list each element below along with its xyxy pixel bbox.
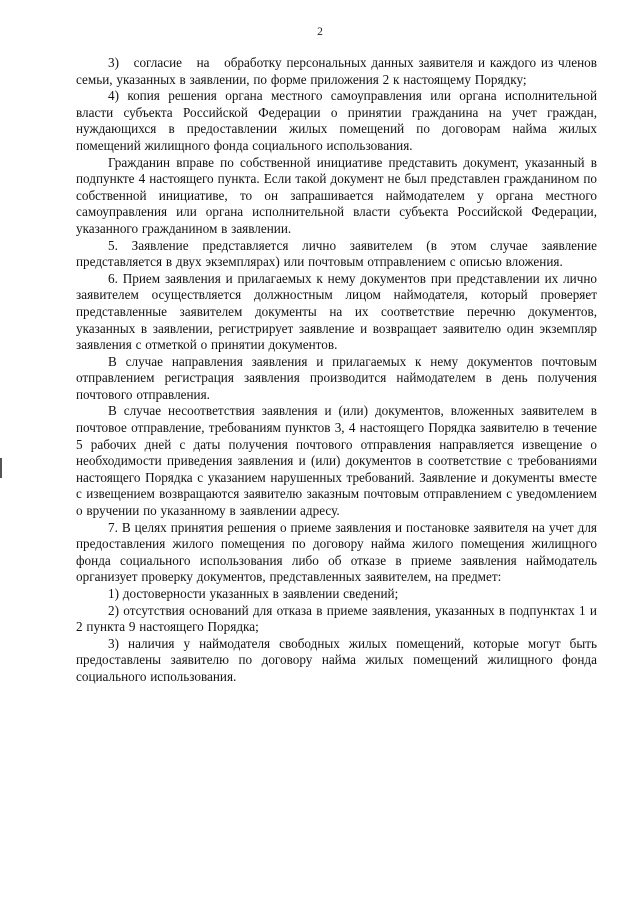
document-body <box>76 55 597 686</box>
paragraph-item-6: 6. Прием заявления и прилагаемых к нему документов при представлении их лично заявителем осуществляется должностным лицом наймодателя, который проверяет представленные заявителем документы на их соответствие перечню документов, указанных в заявлении, регистрирует заявление и возвращает заявителю один экземпляр заявления с отметкой о принятии документов. <box>76 270 597 353</box>
scan-edge-mark <box>0 458 2 478</box>
paragraph-consent-item: 3) согласие на обработку персональных данных заявителя и каждого из членов семьи, указанных в заявлении, по форме приложения 2 к настоящему Порядку; <box>76 55 597 87</box>
paragraph-subitem-2: 2) отсутствия оснований для отказа в приеме заявления, указанных в подпунктах 1 и 2 пункта 9 настоящего Порядка; <box>76 602 597 635</box>
paragraph-decision-copy-item: 4) копия решения органа местного самоуправления или органа исполнительной власти субъекта Российской Федерации о принятии гражданина на учет граждан, нуждающихся в предоставлении жилых помещений по договорам найма жилых помещений жилищного фонда социального использования. <box>76 88 597 153</box>
paragraph-postal-mismatch: В случае несоответствия заявления и (или) документов, вложенных заявителем в почтовое отправление, требованиям пунктов 3, 4 настоящего Порядка заявителю в течение 5 рабочих дней с даты получения почтового отправления направляется извещение о необходимости приведения заявления и (или) документов в соответствие с требованиями настоящего Порядка с указанием нарушенных требований. Заявление и документы вместе с извещением возвращаются заявителю заказным почтовым отправлением с уведомлением о вручении по указанному в заявлении адресу. <box>76 403 597 519</box>
paragraph-postal-registration: В случае направления заявления и прилагаемых к нему документов почтовым отправлением регистрация заявления производится наймодателем в день получения почтового отправления. <box>76 353 597 402</box>
paragraph-item-7: 7. В целях принятия решения о приеме заявления и постановке заявителя на учет для предоставления жилого помещения по договору найма жилого помещения жилищного фонда социального использования либо об отказе в приеме заявления наймодатель организует проверку документов, представленных заявителем, на предмет: <box>76 519 597 585</box>
page-number: 2 <box>317 26 323 38</box>
paragraph-subitem-3: 3) наличия у наймодателя свободных жилых помещений, которые могут быть предоставлены заявителю по договору найма жилых помещений жилищного фонда социального использования. <box>76 635 597 684</box>
paragraph-subitem-1: 1) достоверности указанных в заявлении сведений; <box>108 586 399 601</box>
paragraph-own-initiative: Гражданин вправе по собственной инициативе представить документ, указанный в подпункте 4 настоящего пункта. Если такой документ не был представлен гражданином по собственной инициативе, то он запрашивается наймодателем у органа местного самоуправления или органа исполнительной власти субъекта Российской Федерации, указанного гражданином в заявлении. <box>76 154 597 236</box>
paragraph-item-5: 5. Заявление представляется лично заявителем (в этом случае заявление представляется в двух экземплярах) или почтовым отправлением с описью вложения. <box>76 237 597 270</box>
